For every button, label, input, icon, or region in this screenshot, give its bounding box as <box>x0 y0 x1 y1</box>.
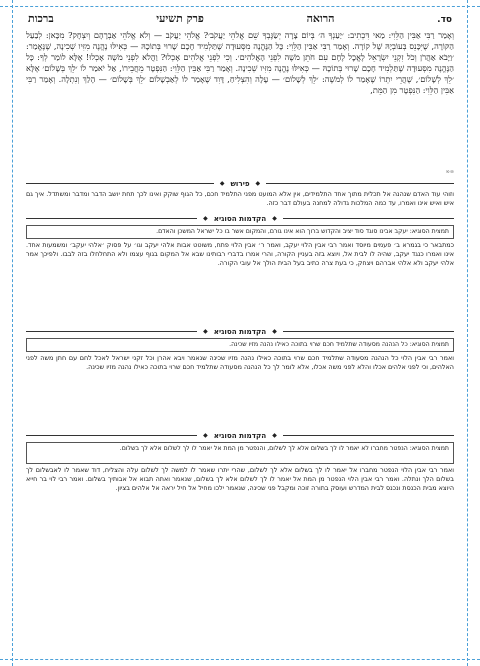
section-divider-intro-2 <box>26 327 454 336</box>
divider-line <box>26 183 214 184</box>
ornament-icon: ◆ <box>272 328 277 335</box>
page-border-right <box>467 0 468 666</box>
page-content <box>26 12 454 654</box>
summary-box: תמצית הסוגיא: כל הנהנה מסעודה שתלמיד חכם שרוי בתוכה כאילו נהנה מזיו שכינה. <box>26 338 454 352</box>
intro-text-3: ואמר רבי אבין הלוי הנפטר מחברו אל יאמר לו לך בשלום אלא לך לשלום, שהרי יתרו שאמר לו למשה לך לשלום עלה והצליח, דוד שאמר לו לאבשלום לך בשלום הלך ונתלה. ואמר רבי אבין הלוי הנפטר מן המת אל יאמר לו לך לשלום אלא לך בשלום, שנאמר ואתה תבוא אל אבותיך בשלום. ואמר רבי לוי בר חייא היוצא מבית הכנסת ונכנס לבית המדרש ועוסק בתורה זוכה ומקבל פני שכינה, שנאמר ילכו מחיל אל חיל יראה אל אלהים בציון. <box>26 466 454 493</box>
page-border-top <box>0 6 480 7</box>
ornament-icon: ◆ <box>272 432 277 439</box>
divider-line <box>26 331 197 332</box>
page-number: סד. <box>437 15 452 25</box>
section-title: הרואה <box>306 12 335 25</box>
peirush-text: וזוהי עוד האדם שנהנה אל תכלית מתוך אחד התלמידים, אין אלא המועט מפני התלמיד חכם, כל הגוף שוקק ואינו לכך תחת יושב הדבר ומדבר ומשתדל. איך גם איש ואיש אינו ואמרו, עד כמה המלכות גדולה למחנה בעולם דבר כזה. <box>26 190 454 208</box>
section-divider-intro-3 <box>26 431 454 440</box>
section-heading: הקדמות הסוגיא <box>213 214 267 223</box>
page-header <box>26 12 454 28</box>
ornament-icon: ◆ <box>203 215 208 222</box>
footnote-marker: ∞∞ <box>445 169 454 175</box>
ornament-icon: ◆ <box>219 180 225 187</box>
divider-line <box>26 218 197 219</box>
divider-line <box>26 435 197 436</box>
summary-box: תמצית הסוגיא: הנפטר מחברו לא יאמר לו לך בשלום אלא לך לשלום, והנפטר מן המת אל יאמר לו לך לשלום אלא לך בשלום. <box>26 442 454 464</box>
section-heading: הקדמות הסוגיא <box>213 327 267 336</box>
ornament-icon: ◆ <box>203 328 208 335</box>
ornament-icon: ◆ <box>272 215 277 222</box>
divider-line <box>266 183 454 184</box>
ornament-icon: ◆ <box>255 180 261 187</box>
chapter-title: פרק תשיעי <box>156 12 204 25</box>
page-border-left <box>12 0 13 666</box>
page-border-bottom <box>0 659 480 660</box>
intro-text-2: ואמר רבי אבין הלוי כל הנהנה מסעודה שתלמיד חכם שרוי בתוכה כאילו נהנה מזיו שכינה שנאמר ויבא אהרן וכל זקני ישראל לאכל לחם עם חתן משה לפני האלהים, וכי לפני אלהים אכלו והלא לפני משה אכלו, אלא לומר לך כל הנהנה מסעודה שתלמיד חכם שרוי בתוכה כאילו נהנה מזיו שכינה. <box>26 354 454 372</box>
intro-text-1: כמתבאר כי בגמרא ב׳ פעמים מיוסד ואמר רבי אבין הלוי יעקב, ואמר ר׳ אבין הלוי פתח, משוטט אבות אלהי יעקב וגו׳ על פסוק ׳אלהי יעקב׳ ומשמעות אחד. אינו ואמרו כנגד יעקב, שהיה לו לבית אל, ויוצא בזה בעניין הקורה, והרי אמרו בדברי רבותינו שבא אל המקום בגוף עצמו ולא התחלחלו בזה לבבו. ולפיכך אמר אלהי יעקב ולא אלהי אברהם ויצחק, כי בעת צרה כתיב בעל הבית הולך אל עובי הקורה. <box>26 241 454 268</box>
divider-line <box>283 218 454 219</box>
main-text: וְאָמַר רַבִּי אַבִּין הַלֵּוִי: מַאי דִּכְתִיב: ׳יַעַנְךָ ה׳ בְּיוֹם צָרָה יְשַׂגֶּבְךָ שֵׁם אֱלֹהֵי יַעֲקֹב׳? אֱלֹהֵי יַעֲקֹב — וְלֹא אֱלֹהֵי אַבְרָהָם וְיִצְחָק? מִכָּאן: לְבַעַל הַקּוֹרָה, שֶׁיִּכָּנֵס בְּעוֹבְיָהּ שֶׁל קוֹרָה. וְאָמַר רַבִּי אַבִּין הַלֵּוִי: כָּל הַנֶּהֱנֶה מִסְּעוּדָה שֶׁתַּלְמִיד חָכָם שָׁרוּי בְּתוֹכָהּ — כְּאִילּוּ נֶהֱנֶה מִזִּיו שְׁכִינָה, שֶׁנֶּאֱמַר: ׳וַיָּבֹא אַהֲרֹן וְכֹל זִקְנֵי יִשְׂרָאֵל לֶאֱכׇל לֶחֶם עִם חֹתֵן מֹשֶׁה לִפְנֵי הָאֱלֹהִים׳. וְכִי לִפְנֵי אֱלֹהִים אָכְלוּ? וַהֲלֹא לִפְנֵי מֹשֶׁה אָכְלוּ! אֶלָּא לוֹמַר לְךָ: כָּל הַנֶּהֱנֶה מִסְּעוּדָה שֶׁתַּלְמִיד חָכָם שָׁרוּי בְּתוֹכָהּ — כְּאִילּוּ נֶהֱנֶה מִזִּיו שְׁכִינָה. וְאָמַר רַבִּי אַבִּין הַלֵּוִי: הַנִּפְטָר מֵחֲבֵירוֹ, אַל יֹאמַר לוֹ ׳לֵךְ בְּשָׁלוֹם׳ אֶלָּא ׳לֵךְ לְשָׁלוֹם׳, שֶׁהֲרֵי יִתְרוֹ שֶׁאָמַר לוֹ לְמֹשֶׁה: ׳לֵךְ לְשָׁלוֹם׳ — עָלָה וְהִצְלִיחַ, דָּוִד שֶׁאָמַר לוֹ לְאַבְשָׁלוֹם ׳לֵךְ בְּשָׁלוֹם׳ — הָלַךְ וְנִתְלָה. וְאָמַר רַבִּי אַבִּין הַלֵּוִי: הַנִּפְטָר מִן הַמֵּת, <box>26 30 454 95</box>
section-heading: הקדמות הסוגיא <box>213 431 267 440</box>
divider-line <box>283 331 454 332</box>
summary-box: תמצית הסוגיא: יעקב אבינו סוגד סוד יציב והקדוש ברוך הוא אינו גורם, והמקום אשר בו כל ישראל המשכן והאדם. <box>26 225 454 239</box>
divider-line <box>283 435 454 436</box>
tractate-title: ברכות <box>28 12 54 25</box>
section-divider-intro-1 <box>26 214 454 223</box>
section-divider-peirush <box>26 179 454 188</box>
ornament-icon: ◆ <box>203 432 208 439</box>
section-heading: פירוש <box>230 179 250 188</box>
